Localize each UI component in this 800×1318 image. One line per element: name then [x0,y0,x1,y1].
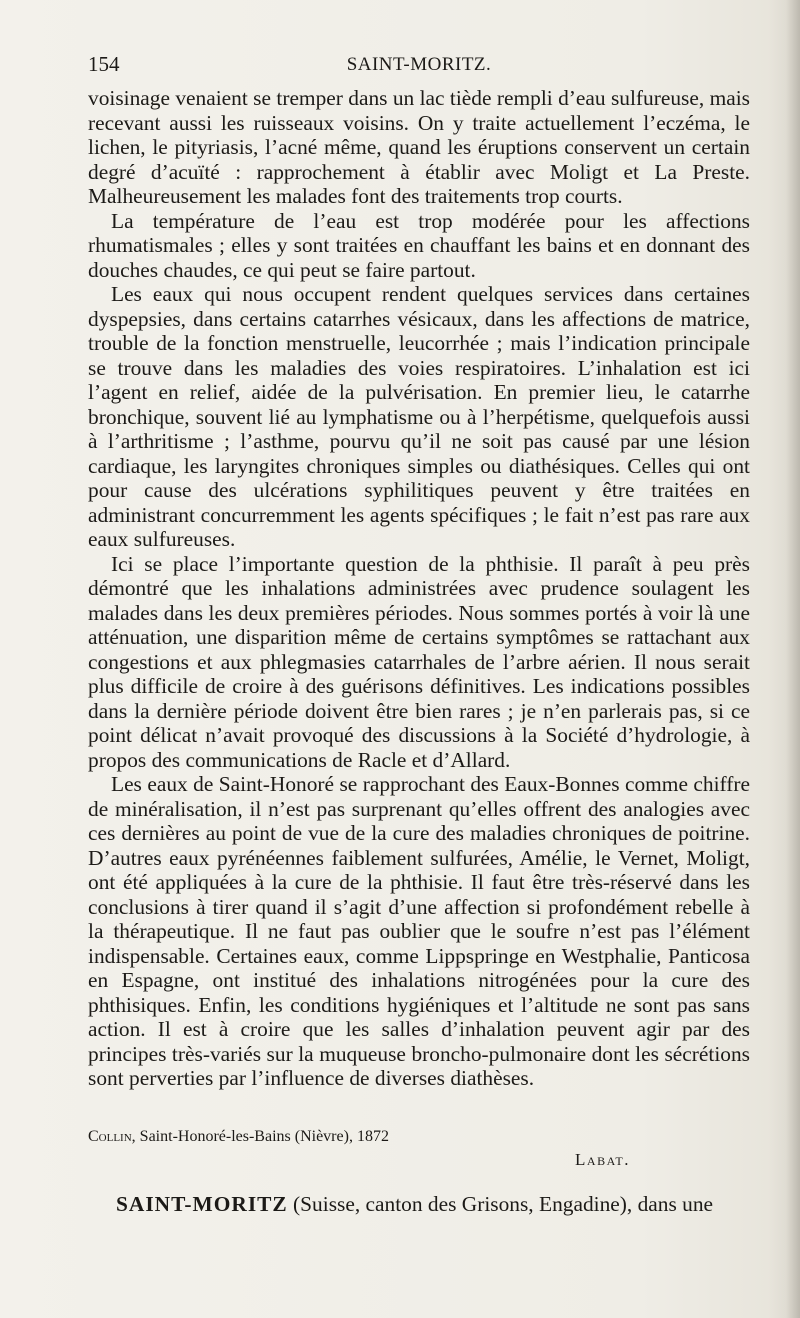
page-edge-shadow [786,0,800,1318]
citation-author: Collin [88,1128,132,1145]
paragraph-1: voisinage venaient se tremper dans un lac tiède rempli d’eau sulfureuse, mais recevant aussi les ruisseaux voisins. On y traite actuellement l’eczéma, le lichen, le pityriasis, l’acné même, quand les éruptions conservent un certain degré d’acuïté : rapprochement à établir avec Moligt et La Preste. Malheureusement les malades font des traitements trop courts. [88,86,750,208]
bibliographic-citation [88,1128,750,1146]
citation-details: , Saint-Honoré-les-Bains (Nièvre), 1872 [131,1128,389,1145]
next-entry [88,1192,750,1216]
page-header [88,52,750,82]
author-signature: Labat. [575,1150,630,1169]
paragraph-2: La température de l’eau est trop modérée pour les affections rhumatismales ; elles y sont traitées en chauffant les bains et en donnant des douches chaudes, ce qui peut se faire partout. [88,208,750,282]
page-number: 154 [88,52,120,76]
paragraph-4: Ici se place l’importante question de la phthisie. Il paraît à peu près démontré que les inhalations administrées avec prudence soulagent les malades dans les deux premières périodes. Nous sommes portés à voir là une atténuation, une disparition même de certains symptômes se rattachant aux congestions et aux phlegmasies catarrhales de l’arbre aérien. Il nous serait plus difficile de croire à des guérisons définitives. Les indications possibles dans la dernière période doivent être bien rares ; je n’en parlerais pas, si ce point délicat n’avait provoqué des discussions à la Société d’hydrologie, à propos des communications de Racle et d’Allard. [88,551,750,772]
paragraph-5: Les eaux de Saint-Honoré se rapprochant des Eaux-Bonnes comme chiffre de minéralisation, il n’est pas surprenant qu’elles offrent des analogies avec ces dernières au point de vue de la cure des maladies chroniques de poitrine. D’autres eaux pyrénéennes faiblement sulfurées, Amélie, le Vernet, Moligt, ont été appliquées à la cure de la phthisie. Il faut être très-réservé dans les conclusions à tirer quand il s’agit d’une affection si profondément rebelle à la thérapeutique. Il ne faut pas oublier que le soufre n’est pas l’élément indispensable. Certaines eaux, comme Lippspringe en Westphalie, Panticosa en Espagne, ont institué des inhalations nitrogénées pour la cure des phthisiques. Enfin, les conditions hygiéniques et l’altitude ne sont pas sans action. Il est à croire que les salles d’inhalation peuvent agir par des principes très-variés sur la muqueuse broncho-pulmonaire dont les sécrétions sont perverties par l’influence de diverses diathèses. [88,772,750,1090]
paragraph-3: Les eaux qui nous occupent rendent quelques services dans certaines dyspepsies, dans certains catarrhes vésicaux, dans les affections de matrice, trouble de la fonction menstruelle, leucorrhée ; mais l’indication principale se trouve dans les maladies des voies respiratoires. L’inhalation est ici l’agent en relief, aidée de la pulvérisation. En premier lieu, le catarrhe bronchique, souvent lié au lymphatisme ou à l’herpétisme, quelquefois aussi à l’arthritisme ; l’asthme, pourvu qu’il ne soit pas causé par une lésion cardiaque, les laryngites chroniques simples ou diathésiques. Celles qui ont pour cause des ulcérations syphilitiques peuvent y être traitées en administrant concurremment les agents spécifiques ; le fait n’est pas rare aux eaux sulfureuses. [88,282,750,551]
running-title: SAINT-MORITZ. [346,54,492,75]
entry-headword: SAINT-MORITZ [116,1192,288,1216]
entry-text: (Suisse, canton des Grisons, Engadine), dans une [287,1192,714,1216]
body-text [88,86,750,1091]
